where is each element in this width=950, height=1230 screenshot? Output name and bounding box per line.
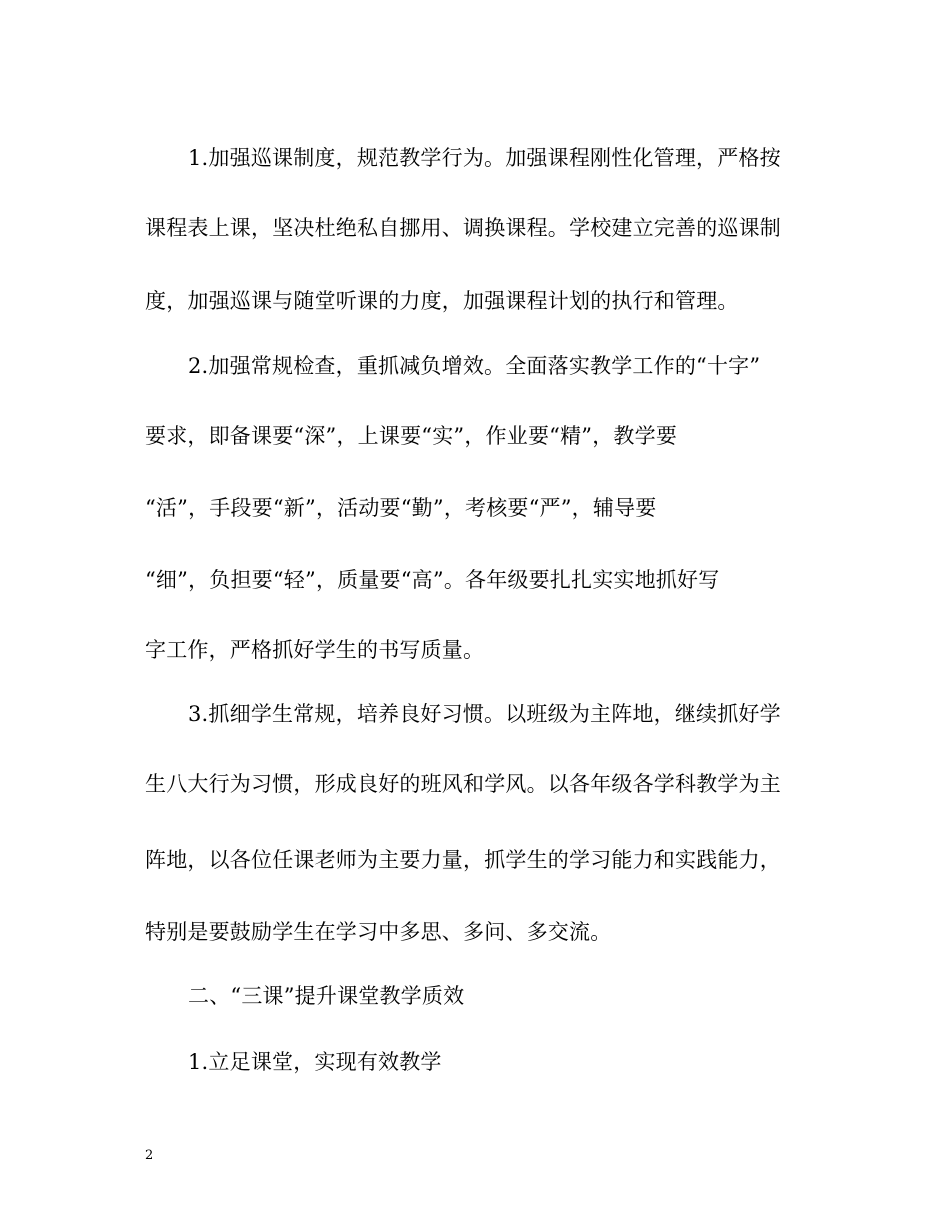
- paragraph-3-line-1: 3.抓细学生常规，培养良好习惯。以班级为主阵地，继续抓好学: [188, 702, 781, 726]
- paragraph-2-line-1: 2.加强常规检查，重抓减负增效。全面落实教学工作的“十字”: [188, 354, 761, 378]
- paragraph-2-line-3: “活”，手段要“新”，活动要“勤”，考核要“严”，辅导要: [145, 496, 657, 520]
- paragraph-2-line-2: 要求，即备课要“深”，上课要“实”，作业要“精”，教学要: [145, 424, 678, 448]
- paragraph-1-line-3: 度，加强巡课与随堂听课的力度，加强课程计划的执行和管理。: [145, 289, 739, 313]
- paragraph-2-line-4: “细”，负担要“轻”，质量要“高”。各年级要扎扎实实地抓好写: [145, 568, 720, 592]
- page-number: 2: [145, 1148, 154, 1163]
- paragraph-1-line-2: 课程表上课，坚决杜绝私自挪用、调换课程。学校建立完善的巡课制: [145, 216, 781, 240]
- paragraph-1-line-1: 1.加强巡课制度，规范教学行为。加强课程刚性化管理，严格按: [188, 146, 781, 170]
- paragraph-3-line-3: 阵地，以各位任课老师为主要力量，抓学生的学习能力和实践能力，: [145, 848, 781, 872]
- subsection-heading: 1.立足课堂，实现有效教学: [188, 1050, 442, 1074]
- paragraph-2-line-5: 字工作，严格抓好学生的书写质量。: [145, 638, 485, 662]
- paragraph-3-line-4: 特别是要鼓励学生在学习中多思、多问、多交流。: [145, 920, 612, 944]
- section-heading: 二、“三课”提升课堂教学质效: [188, 984, 465, 1008]
- paragraph-3-line-2: 生八大行为习惯，形成良好的班风和学风。以各年级各学科教学为主: [145, 772, 781, 796]
